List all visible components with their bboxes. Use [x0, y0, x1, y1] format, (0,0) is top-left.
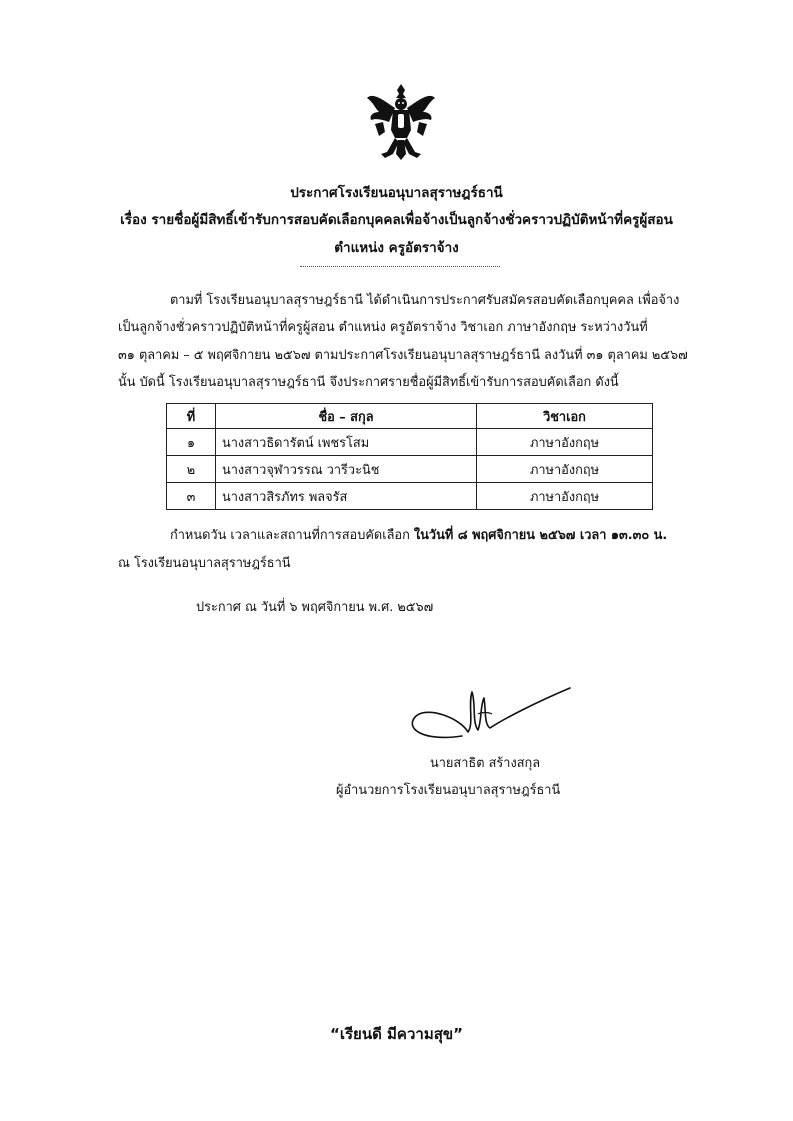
signatory-name: นายสาธิต สร้างสกุล: [430, 756, 541, 771]
schedule-venue: ณ โรงเรียนอนุบาลสุราษฎร์ธานี: [118, 556, 291, 571]
school-motto: “เรียนดี มีความสุข”: [330, 1025, 463, 1043]
candidate-name: นางสาวธิดารัตน์ เพชรโสม: [216, 429, 477, 456]
candidate-name: นางสาวจุฬาวรรณ วารีวะนิช: [216, 456, 477, 483]
signatory-title: ผู้อำนวยการโรงเรียนอนุบาลสุราษฎร์ธานี: [336, 783, 561, 798]
garuda-emblem-icon: [365, 82, 437, 162]
body-line-3: ๓๑ ตุลาคม – ๕ พฤศจิกายน ๒๕๖๗ ตามประกาศโรงเรียนอนุบาลสุราษฎร์ธานี ลงวันที่ ๓๑ ตุลาคม ๒๕๖๗: [118, 348, 688, 363]
body-line-1: ตามที่ โรงเรียนอนุบาลสุราษฎร์ธานี ได้ดำเนินการประกาศรับสมัครสอบคัดเลือกบุคคล เพื่อจ้าง: [170, 293, 680, 308]
candidate-table: [166, 403, 653, 510]
document-heading: ประกาศโรงเรียนอนุบาลสุราษฎร์ธานี: [290, 185, 503, 201]
table-header-row: [167, 404, 653, 429]
header-no: ที่: [167, 404, 216, 429]
row-number: ๓: [167, 483, 216, 510]
schedule-prefix: กำหนดวัน เวลาและสถานที่การสอบคัดเลือก: [170, 528, 414, 543]
header-major: วิชาเอก: [477, 404, 653, 429]
row-number: ๒: [167, 456, 216, 483]
table-row: [167, 456, 653, 483]
candidate-major: ภาษาอังกฤษ: [477, 429, 653, 456]
handwritten-signature: [402, 684, 572, 754]
table-row: [167, 429, 653, 456]
document-subject: เรื่อง รายชื่อผู้มีสิทธิ์เข้ารับการสอบคัดเลือกบุคคลเพื่อจ้างเป็นลูกจ้างชั่วคราวปฏิบัติหน้าที่ครูผู้สอน: [120, 212, 673, 228]
schedule-line: [118, 525, 688, 547]
candidate-major: ภาษาอังกฤษ: [477, 483, 653, 510]
candidate-name: นางสาวสิรภัทร พลจรัส: [216, 483, 477, 510]
header-name: ชื่อ – สกุล: [216, 404, 477, 429]
announce-date: ประกาศ ณ วันที่ ๖ พฤศจิกายน พ.ศ. ๒๕๖๗: [196, 600, 434, 615]
schedule-datetime: ในวันที่ ๘ พฤศจิกายน ๒๕๖๗ เวลา ๑๓.๓๐ น.: [413, 528, 668, 543]
position-title: ตำแหน่ง ครูอัตราจ้าง: [334, 240, 459, 256]
row-number: ๑: [167, 429, 216, 456]
table-row: [167, 483, 653, 510]
candidate-major: ภาษาอังกฤษ: [477, 456, 653, 483]
body-line-4: นั้น บัดนี้ โรงเรียนอนุบาลสุราษฎร์ธานี จึงประกาศรายชื่อผู้มีสิทธิ์เข้ารับการสอบคัดเลือก ดังนี้: [118, 375, 619, 390]
body-line-2: เป็นลูกจ้างชั่วคราวปฏิบัติหน้าที่ครูผู้สอน ตำแหน่ง ครูอัตราจ้าง วิชาเอก ภาษาอังกฤษ ระหว่างวันที่: [118, 320, 648, 335]
heading-separator: [300, 266, 500, 267]
